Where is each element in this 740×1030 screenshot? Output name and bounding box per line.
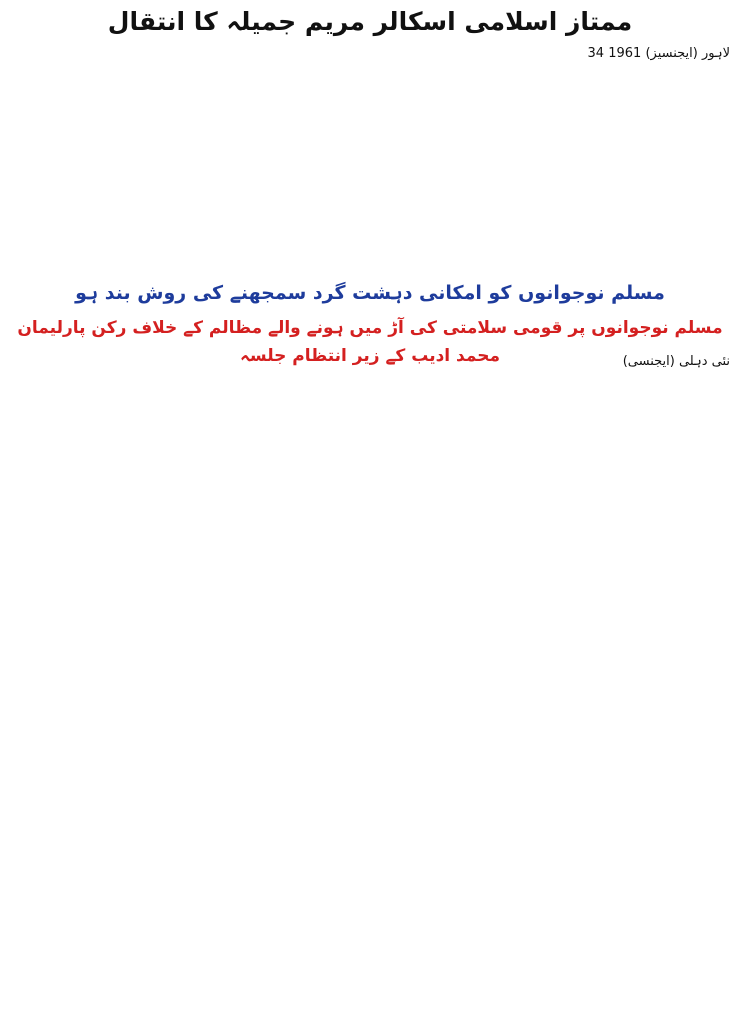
article-1-headline: ممتاز اسلامی اسکالر مریم جمیلہ کا انتقال xyxy=(107,7,633,36)
article-1-books-count: 34 xyxy=(587,46,605,61)
section-gap xyxy=(10,236,730,278)
article-1-dateline: لاہور (ایجنسیز) xyxy=(645,46,730,61)
article-2-headline: مسلم نوجوانوں کو امکانی دہشت گرد سمجھنے کی روش بند ہو xyxy=(75,282,665,304)
article-1-year: 1961 xyxy=(608,46,642,61)
article-2-body xyxy=(10,348,730,948)
article-1-body xyxy=(10,40,730,236)
article-2-dateline: نئی دہلی (ایجنسی) xyxy=(622,354,730,369)
article-2-subheadline: مسلم نوجوانوں پر قومی سلامتی کی آڑ میں ہونے والے مظالم کے خلاف رکن پارلیمان محمد ادیب کے زیر انتظام جلسہ xyxy=(17,318,723,366)
